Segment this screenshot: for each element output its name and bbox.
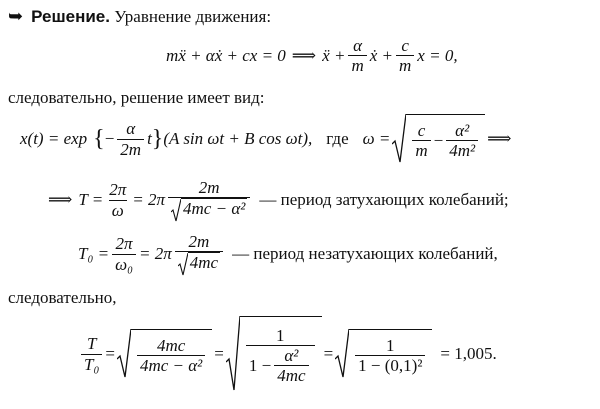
eq2-where: где	[326, 129, 349, 148]
fraction-c-m: $\frac{c}{m}$	[396, 36, 414, 75]
desc-damped: — период затухающих колебаний;	[259, 190, 509, 210]
desc-undamped: — период незатухающих колебаний,	[232, 244, 498, 264]
final-result: = 1,005.	[440, 344, 497, 363]
eq2-paren: (A sin ωt + B cos ωt),	[163, 129, 313, 148]
sqrt-ratio-3: $\frac{1}{\text{1 − (0,1)²}}$	[335, 329, 432, 379]
eq1-lhs: mẍ + αẋ + cx = 0	[166, 45, 286, 65]
radical-sign-icon	[171, 198, 181, 222]
radical-sign-icon	[178, 252, 188, 276]
equation-solution: x(t) = exp { − $\frac{\alpha}{2m}$ t } (A sin ωt + B cos ωt), где ω = $\frac{c}{m}$ − $\frac{\text{α²}}{\text{4m²}}$ ⟹	[20, 114, 511, 164]
solution-title: Решение.	[31, 7, 110, 26]
fraction-alpha-m: $\frac{\alpha}{m}$	[348, 36, 366, 75]
solution-header	[8, 6, 271, 27]
eq1-xdot: ẋ +	[369, 45, 394, 65]
equation-period-damped: ⟹ T = $\frac{2\pi}{\omega}$ = 2π $\frac{2m}{\text{4mc − α²}}$ — период затухающих колебаний;	[48, 178, 509, 222]
implies-symbol: ⟹	[291, 45, 317, 65]
solution-intro: Уравнение движения:	[114, 7, 272, 26]
fraction-T-T0: $\frac{T}{\text{T₀}}$	[81, 334, 102, 373]
radical-sign-icon	[392, 114, 406, 164]
radical-sign-icon	[335, 329, 349, 379]
equation-period-undamped: T₀ = $\frac{2\pi}{\text{ω₀}}$ = 2π $\frac{2m}{4mc}$ — период незатухающих колебаний,	[78, 232, 498, 276]
eq2-lhs: x(t) = exp	[20, 129, 88, 148]
implies-symbol: ⟹	[48, 190, 73, 210]
equation-motion	[166, 36, 458, 75]
text-therefore: следовательно,	[8, 288, 117, 307]
radical-sign-icon	[226, 316, 240, 392]
eq2-omega: ω =	[362, 129, 391, 148]
sqrt-ratio-2: 1 1 − $\frac{\text{α²}}{4mc}$	[226, 316, 322, 392]
radical-sign-icon	[117, 329, 131, 379]
eq1-tail: x = 0,	[417, 45, 458, 65]
text-solution-form: следовательно, решение имеет вид:	[8, 88, 265, 107]
sqrt-omega: $\frac{c}{m}$ − $\frac{\text{α²}}{\text{4m²}}$	[392, 114, 485, 164]
eq1-xddot: ẍ +	[322, 45, 346, 65]
implies-symbol: ⟹	[487, 129, 512, 148]
equation-ratio: $\frac{T}{\text{T₀}}$ = $\frac{4mc}{\text{4mc − α²}}$ = 1 1 − $\frac{\text{α²}}{4mc}$ = $\frac{1}{\text{1 − (0,1)²}}$ = 1,005.	[78, 316, 497, 392]
fraction-alpha-2m: $\frac{\alpha}{2m}$	[117, 119, 144, 158]
arrow-icon: ➥	[8, 6, 24, 26]
sqrt-ratio-1: $\frac{4mc}{\text{4mc − α²}}$	[117, 329, 212, 379]
